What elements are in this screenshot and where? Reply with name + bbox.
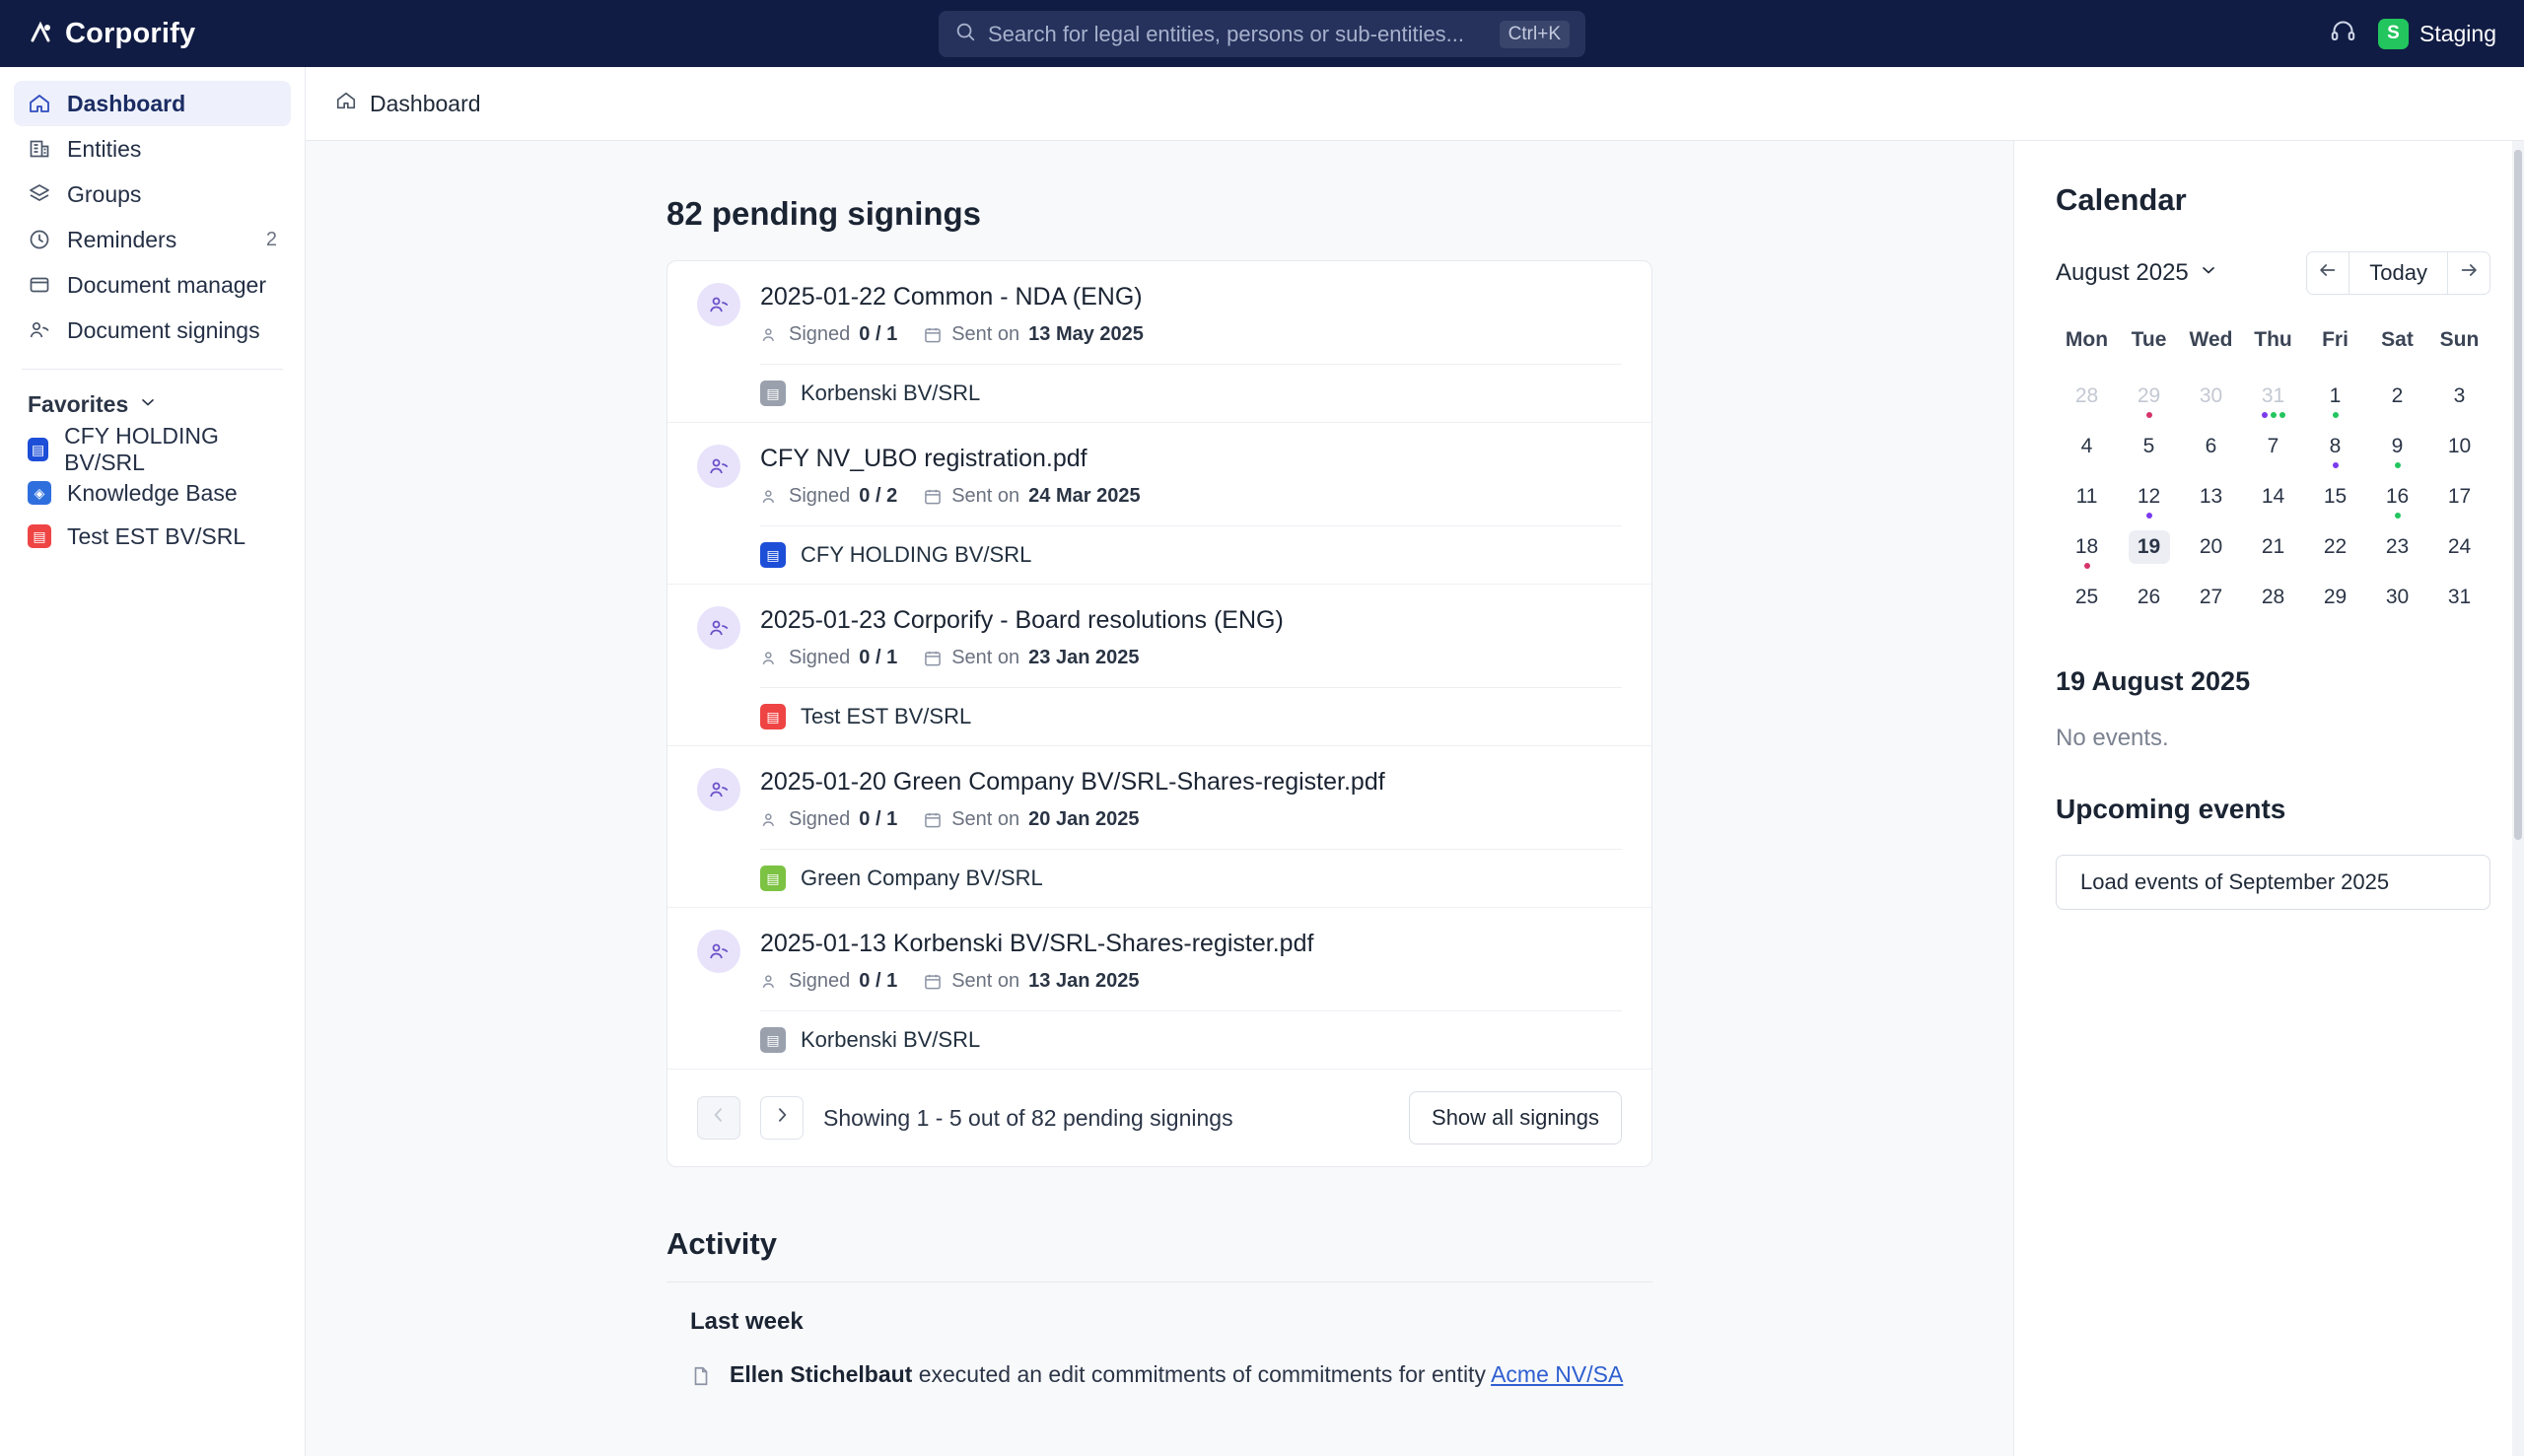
signing-sent-date <box>923 485 1140 508</box>
signing-avatar-icon <box>697 930 740 973</box>
calendar-title: Calendar <box>2056 182 2187 217</box>
calendar-day[interactable] <box>2180 373 2242 420</box>
day-number: 18 <box>2074 535 2099 558</box>
entity-badge-icon: ▤ <box>28 438 48 461</box>
signed-label: Signed <box>789 970 851 992</box>
calendar-day[interactable] <box>2428 473 2490 520</box>
show-all-signings-button[interactable]: Show all signings <box>1409 1091 1622 1144</box>
calendar-day[interactable] <box>2304 423 2366 470</box>
calendar-panel <box>2013 141 2524 1456</box>
day-number: 25 <box>2074 586 2099 608</box>
signing-row[interactable] <box>667 423 1651 585</box>
calendar-day[interactable] <box>2366 473 2428 520</box>
chevron-right-icon <box>772 1105 792 1131</box>
signing-signed-status <box>760 323 897 346</box>
day-of-week-header: Sat <box>2381 328 2414 351</box>
search-input[interactable] <box>939 11 1585 57</box>
signing-entity[interactable] <box>760 525 1622 584</box>
signing-entity[interactable] <box>760 364 1622 422</box>
search-shortcut: Ctrl+K <box>1500 21 1570 48</box>
home-icon <box>335 90 357 117</box>
sent-label: Sent on <box>951 323 1020 345</box>
day-number: 30 <box>2385 586 2410 608</box>
month-label: August 2025 <box>2056 259 2189 286</box>
sidebar-item-document-signings[interactable] <box>14 308 291 353</box>
signing-avatar-icon <box>697 283 740 326</box>
day-number: 8 <box>2329 435 2342 457</box>
calendar-day[interactable] <box>2118 373 2180 420</box>
calendar-day[interactable] <box>2056 523 2118 571</box>
favorite-item-test-est[interactable] <box>14 515 291 558</box>
day-of-week-header: Thu <box>2254 328 2292 351</box>
search-icon <box>954 21 976 48</box>
clock-icon <box>28 228 51 251</box>
signing-row[interactable] <box>667 746 1651 908</box>
signing-title: 2025-01-20 Green Company BV/SRL-Shares-register.pdf <box>760 768 1385 796</box>
month-selector[interactable] <box>2056 259 2306 287</box>
document-icon <box>690 1365 712 1387</box>
signing-title: 2025-01-22 Common - NDA (ENG) <box>760 283 1143 311</box>
calendar-day[interactable] <box>2304 523 2366 571</box>
day-number: 29 <box>2323 586 2348 608</box>
signed-label: Signed <box>789 323 851 345</box>
load-events-button[interactable]: Load events of September 2025 <box>2056 855 2490 910</box>
sent-value: 20 Jan 2025 <box>1028 808 1140 830</box>
signed-label: Signed <box>789 647 851 668</box>
signing-avatar-icon <box>697 445 740 488</box>
chevron-down-icon <box>138 391 158 418</box>
activity-item[interactable] <box>690 1361 1652 1388</box>
knowledge-base-icon: ◈ <box>28 481 51 505</box>
sent-value: 23 Jan 2025 <box>1028 647 1140 668</box>
day-number: 2 <box>2391 384 2404 407</box>
signed-value: 0 / 1 <box>859 647 898 668</box>
favorites-label: Favorites <box>28 391 129 417</box>
calendar-day[interactable] <box>2056 574 2118 621</box>
signing-title: CFY NV_UBO registration.pdf <box>760 445 1087 472</box>
signing-sent-date <box>923 323 1144 346</box>
calendar-day[interactable] <box>2056 423 2118 470</box>
calendar-day[interactable] <box>2428 373 2490 420</box>
calendar-day[interactable] <box>2118 473 2180 520</box>
day-number: 7 <box>2267 435 2279 457</box>
entity-label: CFY HOLDING BV/SRL <box>801 542 1032 567</box>
event-dots <box>2333 412 2339 418</box>
day-number: 13 <box>2199 485 2223 508</box>
activity-text <box>730 1361 1623 1388</box>
sidebar-item-dashboard[interactable] <box>14 81 291 126</box>
sidebar-item-reminders[interactable] <box>14 217 291 262</box>
entity-badge-icon: ▤ <box>760 381 786 406</box>
day-of-week-header: Sun <box>2439 328 2480 351</box>
favorite-item-cfy-holding[interactable] <box>14 423 291 475</box>
calendar-day[interactable] <box>2180 523 2242 571</box>
home-icon <box>28 92 51 115</box>
sidebar <box>0 67 306 1456</box>
favorite-item-label: Knowledge Base <box>67 479 238 506</box>
entity-badge-icon: ▤ <box>760 704 786 729</box>
calendar-day[interactable] <box>2304 373 2366 420</box>
signed-label: Signed <box>789 808 851 830</box>
pending-signings-card <box>666 260 1652 1167</box>
calendar-day[interactable] <box>2428 523 2490 571</box>
signature-icon <box>28 318 51 342</box>
calendar-day[interactable] <box>2242 473 2304 520</box>
calendar-day[interactable] <box>2304 473 2366 520</box>
event-dots <box>2146 513 2152 519</box>
day-number: 20 <box>2199 535 2223 558</box>
signing-sent-date <box>923 647 1139 669</box>
sent-value: 13 Jan 2025 <box>1028 970 1140 992</box>
day-number: 11 <box>2075 485 2098 508</box>
signing-row[interactable] <box>667 261 1651 423</box>
signing-entity[interactable] <box>760 849 1622 907</box>
page-title: 82 pending signings <box>666 195 982 232</box>
main-content <box>306 141 2013 1456</box>
reminders-count-badge: 2 <box>265 228 277 250</box>
day-of-week-header: Wed <box>2189 328 2233 351</box>
day-number: 31 <box>2447 586 2472 608</box>
top-bar <box>0 0 2524 67</box>
sidebar-item-label: Document manager <box>67 271 266 298</box>
signed-value: 0 / 1 <box>859 323 898 345</box>
entity-badge-icon: ▤ <box>760 1027 786 1053</box>
calendar-day[interactable] <box>2180 574 2242 621</box>
calendar-day[interactable] <box>2180 423 2242 470</box>
signing-signed-status <box>760 970 897 993</box>
pagination-summary: Showing 1 - 5 out of 82 pending signings <box>823 1104 1233 1131</box>
signing-entity[interactable] <box>760 687 1622 745</box>
prev-page-button[interactable] <box>697 1096 740 1140</box>
day-number: 22 <box>2323 535 2348 558</box>
signed-value: 0 / 1 <box>859 808 898 830</box>
day-number: 19 <box>2129 530 2170 564</box>
signing-sent-date <box>923 808 1139 831</box>
signing-title: 2025-01-23 Corporify - Board resolutions (ENG) <box>760 606 1284 634</box>
day-number: 28 <box>2074 384 2099 407</box>
calendar-day[interactable] <box>2366 373 2428 420</box>
sidebar-item-groups[interactable] <box>14 172 291 217</box>
activity-action: executed an edit commitments of commitments for entity <box>918 1361 1486 1387</box>
building-icon <box>28 137 51 161</box>
entity-badge-icon: ▤ <box>760 866 786 891</box>
signing-row[interactable] <box>667 908 1651 1070</box>
day-number: 10 <box>2447 435 2472 457</box>
event-dots <box>2395 513 2401 519</box>
signed-value: 0 / 2 <box>859 485 898 507</box>
day-number: 6 <box>2205 435 2217 457</box>
environment-label: Staging <box>2419 20 2496 46</box>
day-number: 21 <box>2261 535 2285 558</box>
environment-avatar: S <box>2378 19 2409 49</box>
headset-icon[interactable] <box>2330 18 2356 50</box>
entity-label: Test EST BV/SRL <box>801 704 972 728</box>
favorite-item-label: Test EST BV/SRL <box>67 522 246 549</box>
activity-section <box>666 1282 1652 1388</box>
calendar-day[interactable] <box>2180 473 2242 520</box>
favorite-item-label: CFY HOLDING BV/SRL <box>64 423 219 475</box>
day-number: 30 <box>2199 384 2223 407</box>
event-dots <box>2084 563 2090 569</box>
signing-title: 2025-01-13 Korbenski BV/SRL-Shares-register.pdf <box>760 930 1314 957</box>
entity-label: Korbenski BV/SRL <box>801 381 981 405</box>
calendar-next-button[interactable] <box>2447 251 2490 295</box>
entity-label: Korbenski BV/SRL <box>801 1027 981 1052</box>
entity-badge-icon: ▤ <box>28 524 51 548</box>
sidebar-item-label: Document signings <box>67 316 260 343</box>
day-number: 3 <box>2453 384 2466 407</box>
calendar-day-selected[interactable] <box>2118 523 2180 571</box>
upcoming-events-heading: Upcoming events <box>2056 794 2286 824</box>
corporify-logo-icon <box>26 19 55 48</box>
activity-person: Ellen Stichelbaut <box>730 1361 913 1387</box>
calendar-day[interactable] <box>2056 473 2118 520</box>
sidebar-item-document-manager[interactable] <box>14 262 291 308</box>
sidebar-item-label: Reminders <box>67 226 177 252</box>
entity-badge-icon: ▤ <box>760 542 786 568</box>
signed-label: Signed <box>789 485 851 507</box>
sent-value: 13 May 2025 <box>1028 323 1144 345</box>
signing-signed-status <box>760 485 897 508</box>
calendar-grid <box>2056 328 2490 621</box>
signing-row[interactable] <box>667 585 1651 746</box>
day-number: 5 <box>2142 435 2155 457</box>
event-dots <box>2395 462 2401 468</box>
no-events-message: No events. <box>2056 725 2169 751</box>
selected-date-label: 19 August 2025 <box>2056 666 2251 696</box>
pagination-footer <box>667 1070 1651 1166</box>
day-number: 17 <box>2447 485 2472 508</box>
event-dots <box>2262 412 2285 418</box>
entity-label: Green Company BV/SRL <box>801 866 1043 890</box>
search-placeholder: Search for legal entities, persons or sub-entities... <box>988 21 1465 46</box>
sidebar-item-label: Dashboard <box>67 90 186 116</box>
sidebar-divider <box>22 369 283 370</box>
top-right-actions <box>2330 0 2496 67</box>
activity-entity-link[interactable]: Acme NV/SA <box>1491 1361 1624 1387</box>
day-number: 15 <box>2323 485 2348 508</box>
brand-name: Corporify <box>65 17 196 49</box>
breadcrumb <box>306 67 2524 141</box>
signing-sent-date <box>923 970 1139 993</box>
sent-label: Sent on <box>951 647 1020 668</box>
day-number: 24 <box>2447 535 2472 558</box>
calendar-day[interactable] <box>2242 423 2304 470</box>
day-of-week-header: Mon <box>2065 328 2109 351</box>
calendar-day[interactable] <box>2428 423 2490 470</box>
environment-chip[interactable] <box>2378 19 2496 49</box>
layers-icon <box>28 182 51 206</box>
sidebar-item-entities[interactable] <box>14 126 291 172</box>
calendar-today-button[interactable]: Today <box>2349 251 2447 295</box>
arrow-right-icon <box>2458 259 2480 287</box>
chevron-down-icon <box>2199 259 2218 287</box>
favorite-item-knowledge-base[interactable] <box>14 471 291 515</box>
sidebar-item-label: Groups <box>67 180 142 207</box>
day-number: 12 <box>2137 485 2161 508</box>
sent-label: Sent on <box>951 808 1020 830</box>
brand[interactable] <box>26 18 292 50</box>
chevron-left-icon <box>709 1105 729 1131</box>
arrow-left-icon <box>2317 259 2339 287</box>
calendar-day[interactable] <box>2242 574 2304 621</box>
folder-icon <box>28 273 51 297</box>
favorites-header[interactable] <box>28 391 277 418</box>
calendar-day[interactable] <box>2056 373 2118 420</box>
calendar-day[interactable] <box>2366 523 2428 571</box>
calendar-day[interactable] <box>2366 574 2428 621</box>
sent-label: Sent on <box>951 485 1020 507</box>
day-of-week-header: Fri <box>2322 328 2349 351</box>
signing-avatar-icon <box>697 606 740 650</box>
signed-value: 0 / 1 <box>859 970 898 992</box>
calendar-day[interactable] <box>2428 574 2490 621</box>
sidebar-item-label: Entities <box>67 135 142 162</box>
signing-entity[interactable] <box>760 1010 1622 1069</box>
day-number: 4 <box>2080 435 2093 457</box>
activity-heading: Activity <box>666 1226 777 1261</box>
sent-value: 24 Mar 2025 <box>1028 485 1141 507</box>
day-number: 1 <box>2329 384 2342 407</box>
calendar-day[interactable] <box>2304 574 2366 621</box>
calendar-day[interactable] <box>2242 373 2304 420</box>
day-number: 28 <box>2261 586 2285 608</box>
day-number: 16 <box>2385 485 2410 508</box>
calendar-day[interactable] <box>2118 423 2180 470</box>
breadcrumb-label: Dashboard <box>370 90 481 116</box>
day-number: 26 <box>2137 586 2161 608</box>
calendar-prev-button[interactable] <box>2306 251 2349 295</box>
calendar-day[interactable] <box>2366 423 2428 470</box>
day-number: 14 <box>2261 485 2285 508</box>
sent-label: Sent on <box>951 970 1020 992</box>
calendar-day[interactable] <box>2118 574 2180 621</box>
event-dots <box>2146 412 2152 418</box>
day-number: 23 <box>2385 535 2410 558</box>
calendar-controls <box>2056 251 2490 295</box>
activity-week-label: Last week <box>690 1308 804 1335</box>
day-number: 29 <box>2137 384 2161 407</box>
signing-signed-status <box>760 647 897 669</box>
signing-signed-status <box>760 808 897 831</box>
day-of-week-header: Tue <box>2131 328 2167 351</box>
day-number: 27 <box>2199 586 2223 608</box>
calendar-day[interactable] <box>2242 523 2304 571</box>
day-number: 31 <box>2261 384 2285 407</box>
next-page-button[interactable] <box>760 1096 804 1140</box>
event-dots <box>2333 462 2339 468</box>
day-number: 9 <box>2391 435 2404 457</box>
signing-avatar-icon <box>697 768 740 811</box>
main-scrollbar-thumb[interactable] <box>2514 150 2522 840</box>
